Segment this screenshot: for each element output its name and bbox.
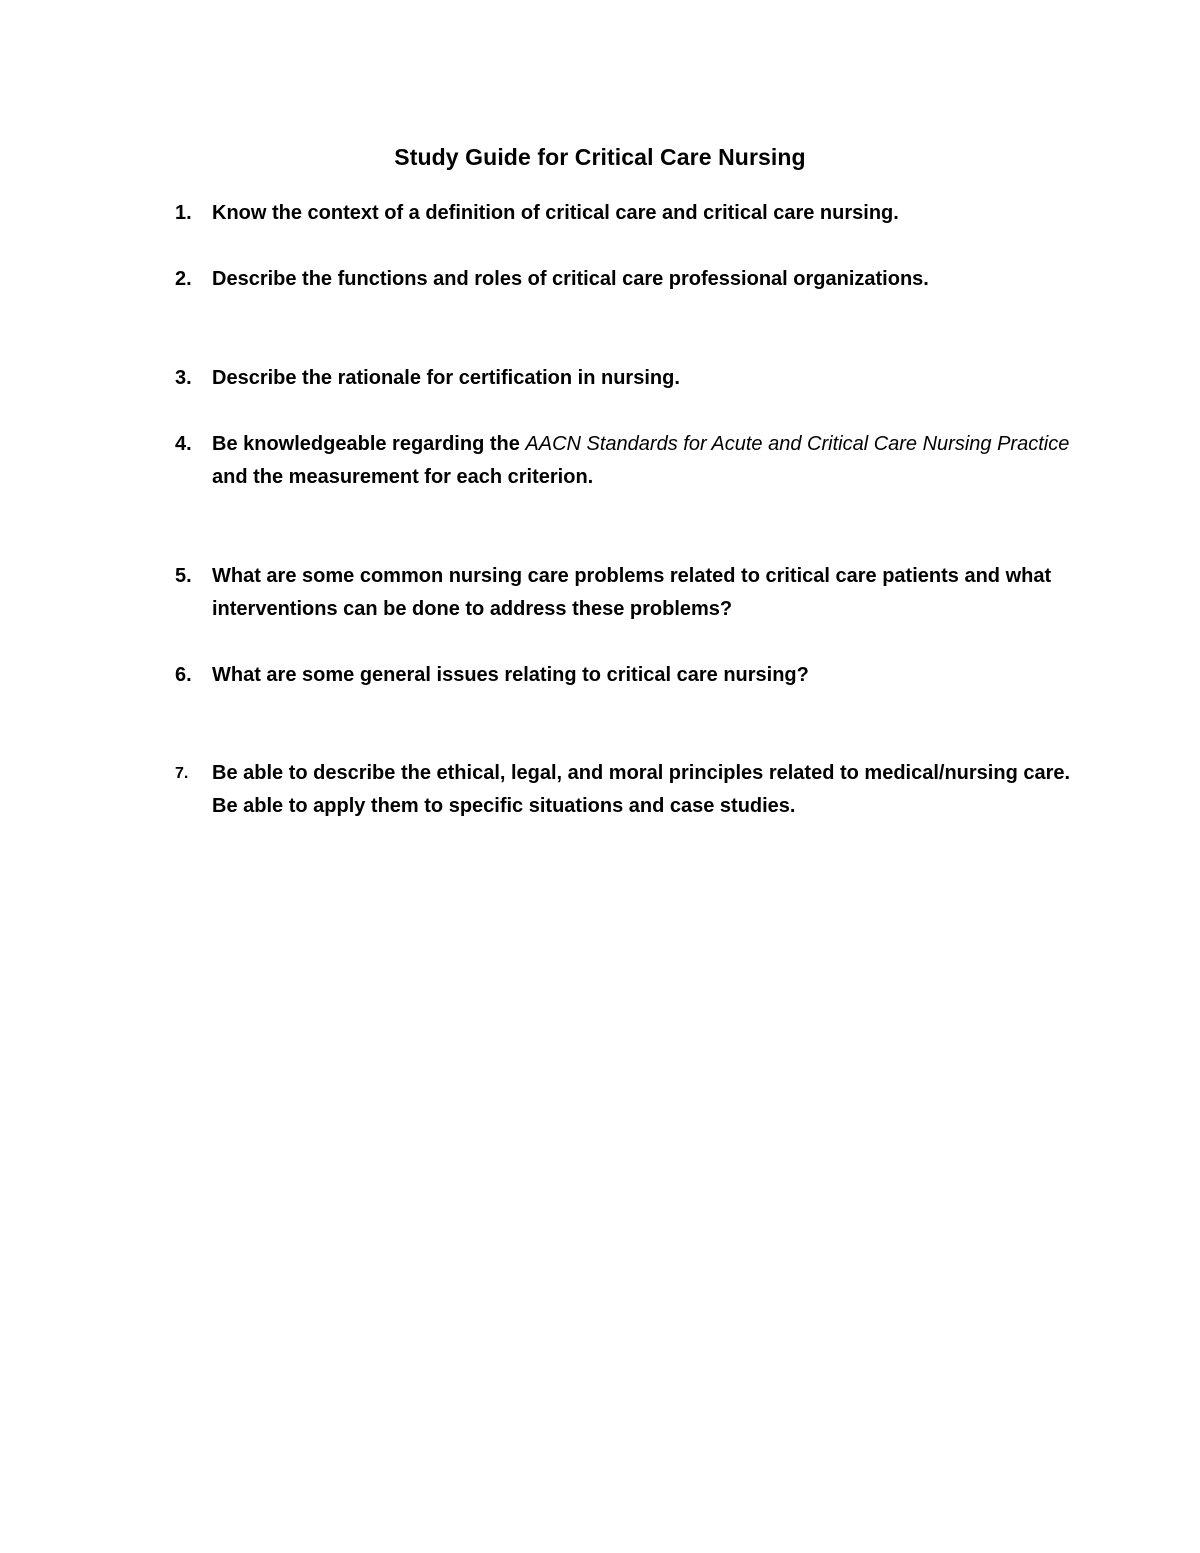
list-item [175, 560, 1075, 626]
item-number: 1. [175, 202, 192, 224]
item-number: 7. [175, 765, 189, 782]
list-item [175, 362, 1075, 395]
item-text: Be able to describe the ethical, legal, and moral principles related to medical/nursing care. Be able to apply them to specific situations and case studies. [212, 762, 1071, 817]
item-text: Describe the functions and roles of critical care professional organizations. [212, 268, 929, 290]
list-item [175, 757, 1075, 823]
item-text: What are some general issues relating to critical care nursing? [212, 664, 809, 686]
list-item [175, 197, 1075, 230]
list-item [175, 263, 1075, 296]
standards-title: AACN Standards for Acute and Critical Care Nursing Practice [525, 433, 1070, 455]
item-number: 2. [175, 268, 192, 290]
item-number: 6. [175, 664, 192, 686]
item-number: 3. [175, 367, 192, 389]
item-text: Describe the rationale for certification in nursing. [212, 367, 680, 389]
item-text-end: and the measurement for each criterion. [212, 466, 594, 488]
list-item [175, 659, 1075, 692]
list-item [175, 428, 1075, 494]
item-number: 4. [175, 433, 192, 455]
item-number: 5. [175, 565, 192, 587]
item-text [212, 428, 1075, 494]
item-text-start: Be knowledgeable regarding the [212, 433, 526, 455]
document-title: Study Guide for Critical Care Nursing [394, 144, 806, 170]
item-text: What are some common nursing care problems related to critical care patients and what interventions can be done to address these problems? [212, 565, 1052, 620]
item-text: Know the context of a definition of critical care and critical care nursing. [212, 202, 899, 224]
